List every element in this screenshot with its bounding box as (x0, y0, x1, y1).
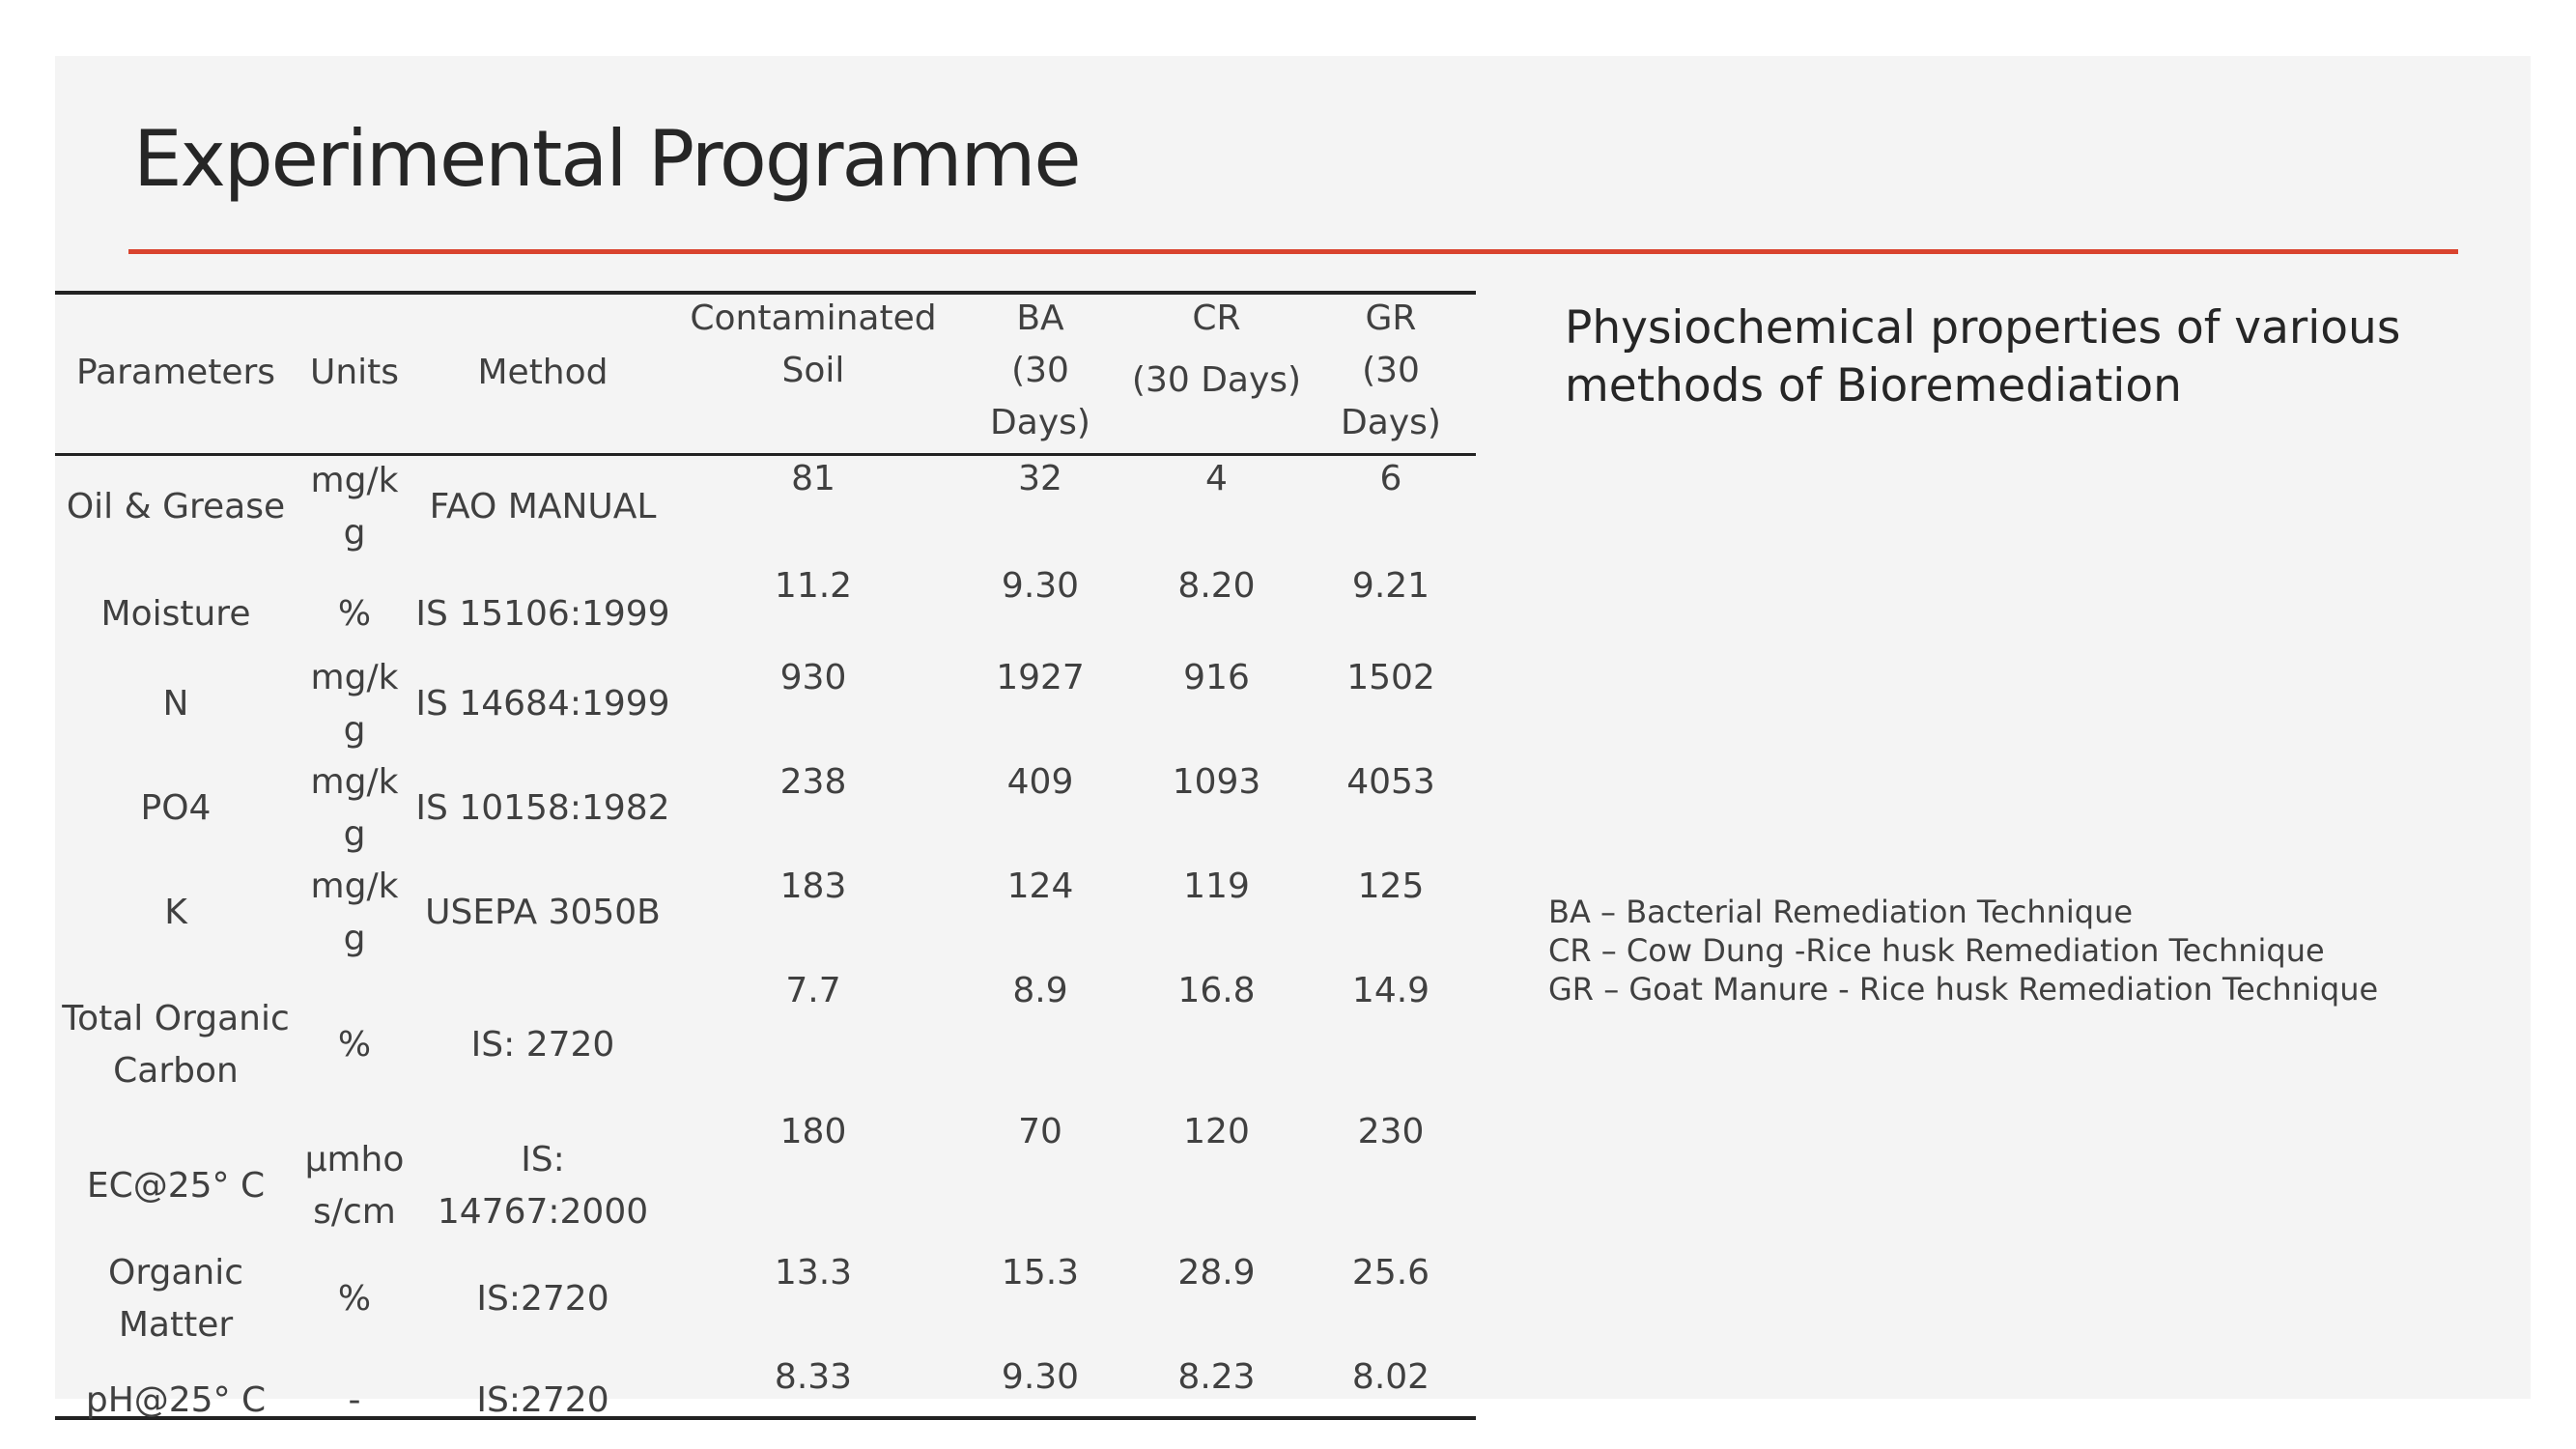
row-units: mg/k g (310, 867, 399, 958)
header-parameters: Parameters (75, 353, 276, 392)
slide-title: Experimental Programme (133, 114, 1080, 204)
cell-ba: 1927 (996, 658, 1085, 697)
table-row (55, 965, 1476, 1106)
header-units: Units (309, 353, 400, 392)
cell-contaminated-soil: 238 (779, 762, 847, 802)
row-parameter: K (164, 893, 187, 932)
cell-cr: 119 (1183, 867, 1250, 906)
cell-cr: 120 (1183, 1112, 1250, 1151)
legend-item-ba: BA – Bacterial Remediation Technique (1548, 894, 2134, 930)
cell-contaminated-soil: 930 (779, 658, 847, 697)
table-row (55, 861, 1476, 965)
table-row (55, 1106, 1476, 1247)
row-units: - (348, 1380, 361, 1420)
row-method: IS 10158:1982 (415, 788, 670, 828)
table-row (55, 1351, 1476, 1435)
row-method: IS:2720 (476, 1380, 609, 1420)
cell-gr: 1502 (1346, 658, 1435, 697)
cell-gr: 125 (1357, 867, 1425, 906)
row-parameter: Oil & Grease (66, 486, 286, 526)
cell-contaminated-soil: 11.2 (774, 566, 853, 606)
cell-gr: 14.9 (1351, 971, 1430, 1010)
cell-gr: 8.02 (1351, 1357, 1430, 1397)
cell-ba: 409 (1006, 762, 1074, 802)
cell-contaminated-soil: 81 (791, 459, 835, 498)
cell-contaminated-soil: 180 (779, 1112, 847, 1151)
abbreviation-legend (1548, 893, 2553, 1009)
row-parameter: Organic Matter (107, 1253, 244, 1345)
header-gr: GR (30 Days) (1341, 298, 1441, 442)
cell-gr: 6 (1379, 459, 1402, 498)
cell-gr: 25.6 (1351, 1253, 1430, 1293)
row-units: mg/k g (310, 762, 399, 854)
cell-cr: 28.9 (1177, 1253, 1256, 1293)
cell-cr: 1093 (1172, 762, 1261, 802)
legend-item-cr: CR – Cow Dung -Rice husk Remediation Technique (1548, 932, 2325, 969)
row-parameter: pH@25° C (85, 1380, 267, 1420)
cell-ba: 9.30 (1001, 1357, 1080, 1397)
legend-item-gr: GR – Goat Manure - Rice husk Remediation Technique (1548, 971, 2379, 1008)
cell-gr: 230 (1357, 1112, 1425, 1151)
row-units: % (337, 1025, 372, 1065)
header-contaminated-soil: Contaminated Soil (690, 298, 937, 390)
row-method: IS: 2720 (470, 1025, 615, 1065)
row-units: µmho s/cm (304, 1140, 405, 1232)
row-units: mg/k g (310, 460, 399, 553)
table-row (55, 1247, 1476, 1351)
table-row (55, 756, 1476, 861)
header-cr: CR (30 Days) (1131, 298, 1302, 400)
cell-gr: 4053 (1346, 762, 1435, 802)
table-row (55, 652, 1476, 756)
cell-gr: 9.21 (1351, 566, 1430, 606)
cell-cr: 916 (1183, 658, 1250, 697)
cell-cr: 8.20 (1177, 566, 1256, 606)
row-parameter: PO4 (140, 788, 212, 828)
row-units: % (337, 1279, 372, 1319)
row-parameter: Total Organic Carbon (62, 999, 290, 1091)
table-caption: Physiochemical properties of various methods of Bioremediation (1565, 301, 2401, 412)
row-parameter: Moisture (100, 593, 251, 634)
cell-contaminated-soil: 7.7 (785, 971, 841, 1010)
cell-contaminated-soil: 13.3 (774, 1253, 853, 1293)
row-method: USEPA 3050B (425, 893, 661, 932)
table-row (55, 453, 1476, 560)
header-method: Method (477, 353, 609, 392)
cell-ba: 8.9 (1012, 971, 1068, 1010)
table-header-row (55, 293, 1476, 453)
row-units: mg/k g (310, 658, 399, 750)
row-method: IS 14684:1999 (415, 684, 670, 724)
row-method: IS:2720 (476, 1279, 609, 1319)
cell-ba: 32 (1018, 459, 1062, 498)
cell-ba: 124 (1006, 867, 1074, 906)
title-underline (128, 249, 2458, 254)
row-parameter: N (162, 684, 189, 724)
properties-table (55, 293, 1476, 1435)
cell-ba: 70 (1018, 1112, 1062, 1151)
row-units: % (337, 593, 372, 634)
row-method: FAO MANUAL (429, 486, 657, 526)
row-method: IS: 14767:2000 (437, 1140, 649, 1232)
row-method: IS 15106:1999 (415, 593, 670, 634)
header-ba: BA (30 Days) (990, 298, 1090, 442)
cell-contaminated-soil: 183 (779, 867, 847, 906)
cell-cr: 16.8 (1177, 971, 1256, 1010)
cell-cr: 4 (1205, 459, 1228, 498)
cell-ba: 15.3 (1001, 1253, 1080, 1293)
cell-contaminated-soil: 8.33 (774, 1357, 853, 1397)
row-parameter: EC@25° C (86, 1166, 266, 1206)
table-row (55, 560, 1476, 652)
cell-ba: 9.30 (1001, 566, 1080, 606)
cell-cr: 8.23 (1177, 1357, 1256, 1397)
